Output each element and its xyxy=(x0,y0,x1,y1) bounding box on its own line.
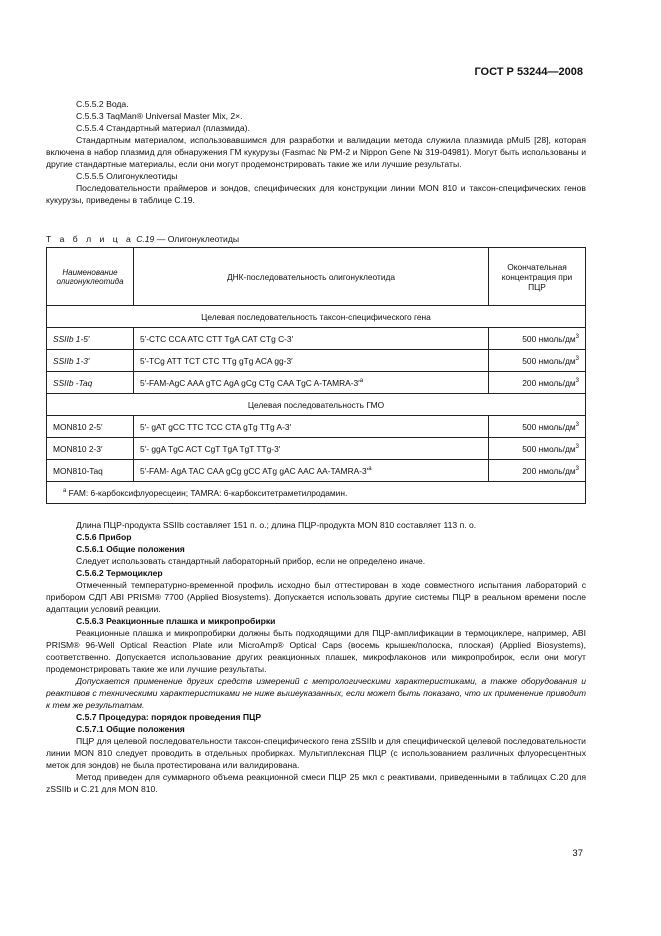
oligo-name: SSIIb 1-5′ xyxy=(47,328,134,350)
section-heading: С.5.6.3 Реакционные плашка и микропробирки xyxy=(76,616,276,626)
oligonucleotide-table xyxy=(46,247,586,504)
top-section xyxy=(46,98,586,206)
paragraph: Стандартным материалом, использовавшимся для разработки и валидации метода служила плазмида pMul5 [28], которая включена в набор плазмид для обнаружения ГМ кукурузы (Fasmac № PM-2 и Nippon Gene № 319-04981). Могут быть использованы и другие стандартные материалы, если они могут продемонстрировать такие же или лучшие результаты. xyxy=(46,135,586,169)
table-header-row xyxy=(47,248,586,306)
paragraph: ПЦР для целевой последовательности таксон-специфического гена zSSIIb и для специфической целевой последовательности линии MON 810 следует проводить в отдельных пробирках. Мультиплексная ПЦР (с использованием различных флуоресцентных меток для зондов) не была протестирована или валидирована. xyxy=(46,736,586,770)
table-row xyxy=(47,350,586,372)
paragraph: Длина ПЦР-продукта SSIIb составляет 151 п. о.; длина ПЦР-продукта MON 810 составляет 113 п. о. xyxy=(76,520,477,530)
oligo-seq: 5′-FAM- AgA TAC CAA gCg gCC ATg gAC AAC $AA-TAMRA-3'^a$ xyxy=(134,460,489,482)
table-row xyxy=(47,460,586,482)
oligo-name: MON810 2-3′ xyxy=(47,438,134,460)
paragraph: Последовательности праймеров и зондов, специфических для конструкции линии MON 810 и таксон-специфических генов кукурузы, приведены в таблице С.19. xyxy=(46,183,586,205)
oligo-name: MON810-Taq xyxy=(47,460,134,482)
table-section-gmo: Целевая последовательность ГМО xyxy=(47,394,586,416)
section-heading: С.5.7.1 Общие положения xyxy=(76,724,185,734)
col-header-name: Наименование олигонуклеотида xyxy=(47,248,134,306)
col-header-conc: Окончательная концентрация при ПЦР xyxy=(489,248,586,306)
oligo-conc: 200 нмоль/$дм^3$ xyxy=(489,460,586,482)
oligo-name: SSIIb 1-3′ xyxy=(47,350,134,372)
section-heading: С.5.6.2 Термоциклер xyxy=(76,568,163,578)
section-heading: С.5.6 Прибор xyxy=(76,532,132,542)
oligo-seq: 5′-TCg ATT TCT CTC TTg gTg ACA gg-3′ xyxy=(134,350,489,372)
section-heading: С.5.7 Процедура: порядок проведения ПЦР xyxy=(76,712,262,722)
document-id-header: ГОСТ Р 53244—2008 xyxy=(474,66,583,78)
paragraph: С.5.5.4 Стандартный материал (плазмида). xyxy=(76,123,250,133)
page-number: 37 xyxy=(572,848,583,859)
table-row xyxy=(47,438,586,460)
paragraph: Следует использовать стандартный лабораторный прибор, если не определено иначе. xyxy=(76,556,426,566)
paragraph: Реакционные плашка и микропробирки должны быть подходящими для ПЦР-амплификации в термоциклере, например, ABI PRISM® 96-Well Optical Reaction Plate или MicroAmp® Optical Caps (восемь крышек/полоска, плоская) (Applied Biosystems), соответственно. Допускается использование других реакционных плашек, микрофлаконов или микропробирок, если они могут продемонстрировать такие же или лучшие результаты. xyxy=(46,628,586,674)
table-row xyxy=(47,416,586,438)
bottom-section xyxy=(46,519,586,795)
table-row xyxy=(47,372,586,394)
table-section-taxon: Целевая последовательность таксон-специфического гена xyxy=(47,306,586,328)
oligo-conc: 500 нмоль/$дм^3$ xyxy=(489,416,586,438)
table-caption: Т а б л и ц а С.19 — Олигонуклеотиды xyxy=(46,234,240,244)
oligo-name: MON810 2-5′ xyxy=(47,416,134,438)
oligo-seq: 5′-FAM-AgC AAA gTC AgA gCg CTg CAA TgC $A-TAMRA-3'^a$ xyxy=(134,372,489,394)
paragraph: Отмеченный температурно-временной профиль исходно был оттестирован в ходе совместного испытания лабораторий с прибором СДП ABI PRISM® 7700 (Applied Biosystems). Допускается использовать другие системы ПЦР в реальном времени после адаптации условий реакции. xyxy=(46,580,586,614)
oligo-conc: 500 нмоль/$дм^3$ xyxy=(489,350,586,372)
oligo-conc: 500 нмоль/$дм^3$ xyxy=(489,328,586,350)
oligo-seq: 5′- ggA TgC ACT CgT TgA TgT TTg-3′ xyxy=(134,438,489,460)
paragraph: С.5.5.2 Вода. xyxy=(76,99,129,109)
paragraph: С.5.5.3 TaqMan® Universal Master Mix, 2×. xyxy=(76,111,243,121)
table-footnote: $^a$ FAM: 6-карбоксифлуоресцеин; TAMRA: 6-карбокситетраметилродамин. xyxy=(47,482,586,504)
oligo-conc: 200 нмоль/$дм^3$ xyxy=(489,372,586,394)
paragraph: С.5.5.5 Олигонуклеотиды xyxy=(76,171,178,181)
oligo-conc: 500 нмоль/$дм^3$ xyxy=(489,438,586,460)
col-header-seq: ДНК-последовательность олигонуклеотида xyxy=(134,248,489,306)
paragraph: Допускается применение других средств измерений с метрологическими характеристиками, а также оборудования и реактивов с техническими характеристиками не ниже вышеуказанных, если может быть показано, что их применение приводит к тем же результатам. xyxy=(46,676,586,710)
table-row xyxy=(47,328,586,350)
oligo-name: SSIIb -Taq xyxy=(47,372,134,394)
section-heading: С.5.6.1 Общие положения xyxy=(76,544,185,554)
paragraph: Метод приведен для суммарного объема реакционной смеси ПЦР 25 мкл с реактивами, приведенными в таблицах С.20 для zSSIIb и С.21 для MON 810. xyxy=(46,772,586,794)
oligo-seq: 5′-CTC CCA ATC CTT TgA CAT CTg C-3′ xyxy=(134,328,489,350)
oligo-seq: 5′- gAT gCC TTC TCC CTA gTg TTg A-3′ xyxy=(134,416,489,438)
